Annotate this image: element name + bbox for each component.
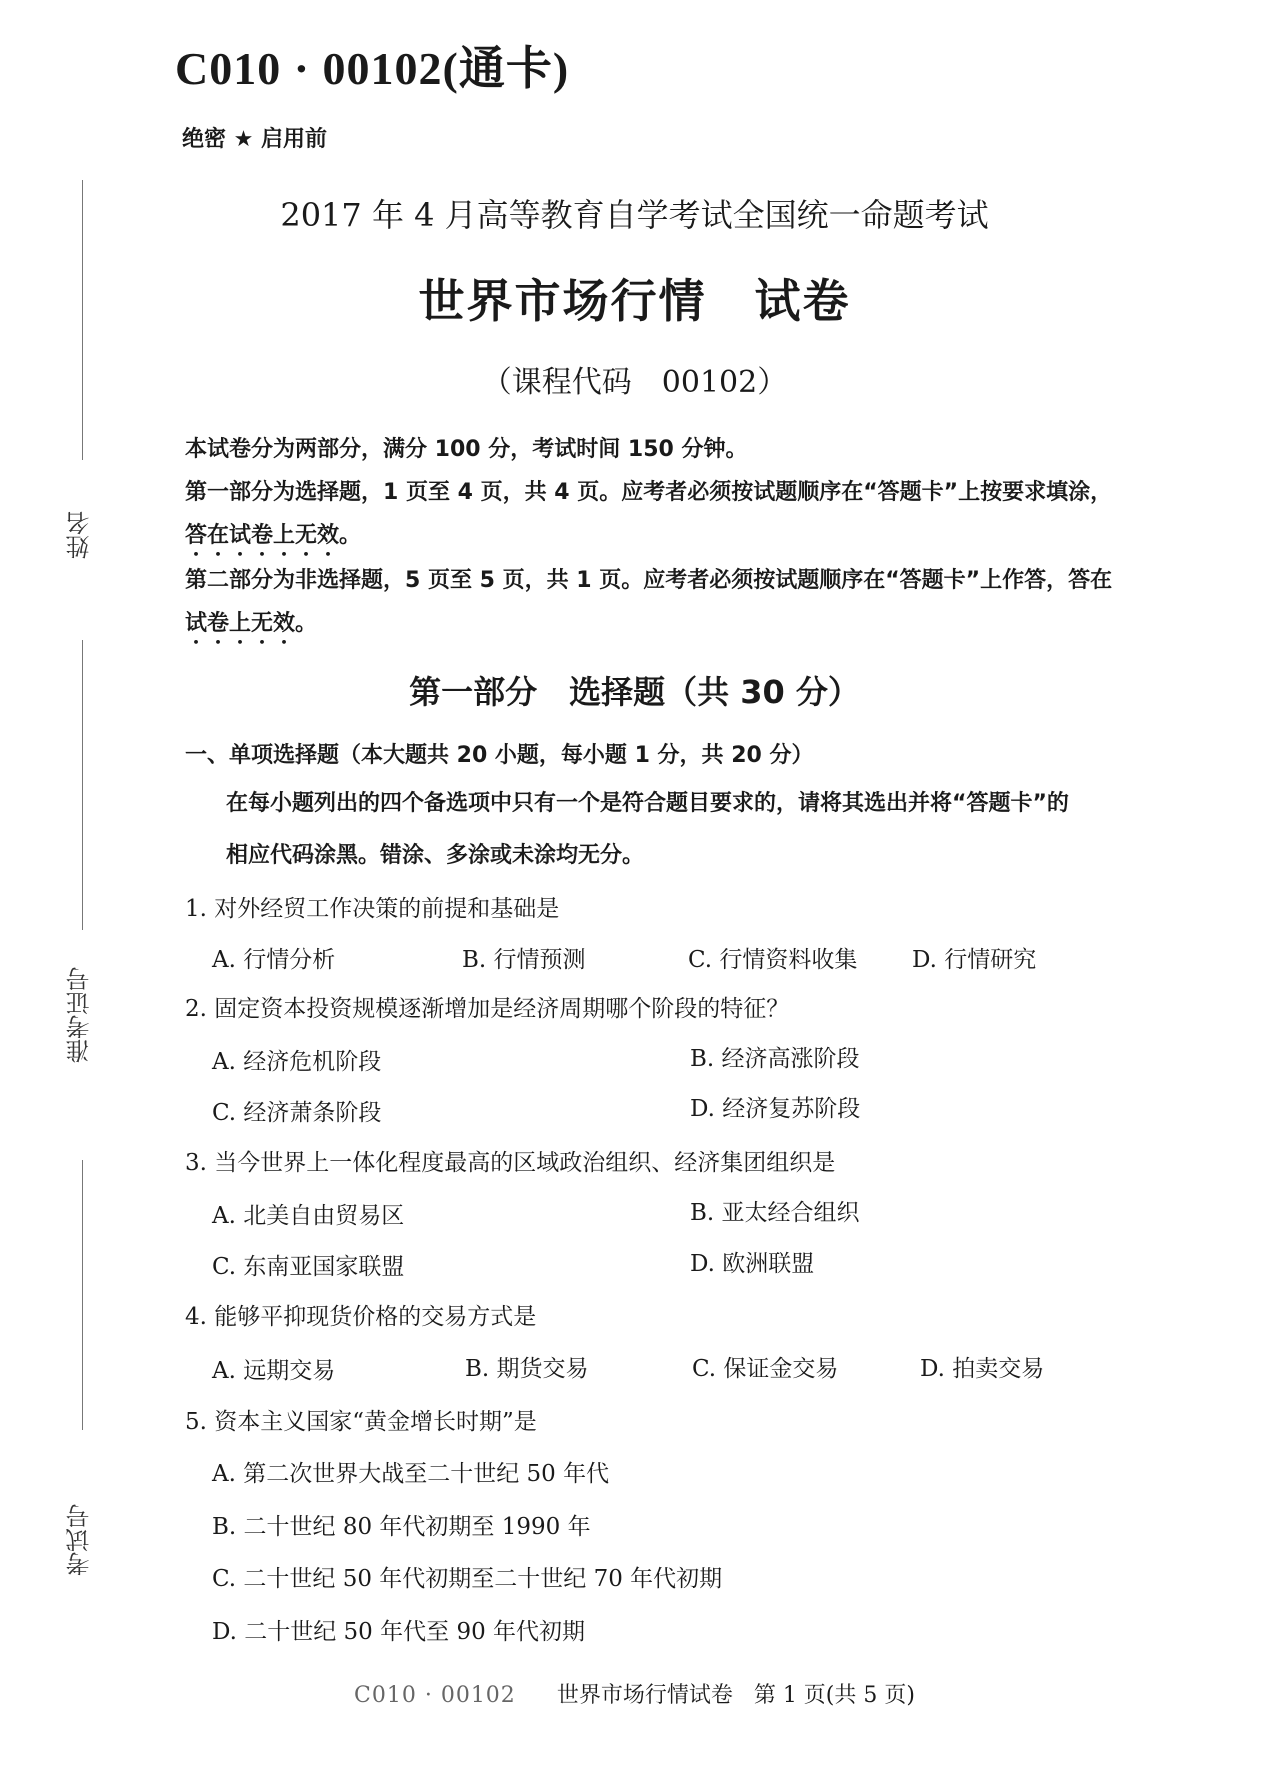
question-4-option-a: A. 远期交易 — [212, 1358, 336, 1384]
notice-line-2: 第一部分为选择题，1 页至 4 页，共 4 页。应考者必须按试题顺序在“答题卡”上按要求填涂， — [185, 480, 1113, 505]
seat-number-field-label: 考试号 — [66, 1504, 94, 1576]
question-2-stem: 2. 固定资本投资规模逐渐增加是经济周期哪个阶段的特征？ — [185, 996, 790, 1022]
exam-title: 世界市场行情 试卷 — [418, 274, 851, 328]
paper-code-header: C010 · 00102(通卡) — [175, 43, 570, 94]
question-2-option-c: C. 经济萧条阶段 — [212, 1100, 382, 1126]
question-1-stem: 1. 对外经贸工作决策的前提和基础是 — [185, 896, 560, 922]
question-4-stem: 4. 能够平抑现货价格的交易方式是 — [185, 1304, 537, 1330]
confidential-label: 绝密 ★ 启用前 — [182, 127, 328, 152]
admission-number-field-label: 准考证号 — [66, 967, 94, 1063]
page-footer — [0, 1678, 1269, 1709]
part1-heading: 第一部分 选择题（共 30 分） — [409, 673, 860, 711]
question-2-option-d: D. 经济复苏阶段 — [690, 1096, 861, 1122]
course-code: （课程代码 00102） — [481, 365, 788, 400]
notice-line-5: 试卷上无效。 — [185, 611, 318, 636]
question-3-option-b: B. 亚太经合组织 — [690, 1200, 860, 1226]
question-1-option-a: A. 行情分析 — [212, 947, 336, 973]
question-5-stem: 5. 资本主义国家“黄金增长时期”是 — [185, 1409, 537, 1435]
question-2-option-b: B. 经济高涨阶段 — [690, 1046, 860, 1072]
binding-line-mid2 — [82, 1160, 83, 1430]
notice-line-4: 第二部分为非选择题，5 页至 5 页，共 1 页。应考者必须按试题顺序在“答题卡”上作答，答在 — [185, 568, 1113, 593]
section-instruction-2: 相应代码涂黑。错涂、多涂或未涂均无分。 — [226, 843, 645, 868]
question-2-option-a: A. 经济危机阶段 — [212, 1049, 382, 1075]
question-5-option-c: C. 二十世纪 50 年代初期至二十世纪 70 年代初期 — [212, 1566, 723, 1592]
question-5-option-b: B. 二十世纪 80 年代初期至 1990 年 — [212, 1514, 591, 1540]
footer-code: C010 · 00102 — [354, 1683, 516, 1708]
notice-line-3: 答在试卷上无效。 — [185, 523, 362, 548]
exam-name: 2017 年 4 月高等教育自学考试全国统一命题考试 — [280, 196, 989, 234]
footer-title: 世界市场行情试卷 — [556, 1683, 733, 1708]
question-3-option-d: D. 欧洲联盟 — [690, 1251, 815, 1277]
question-4-option-d: D. 拍卖交易 — [920, 1356, 1045, 1382]
question-3-option-a: A. 北美自由贸易区 — [212, 1203, 405, 1229]
question-4-option-b: B. 期货交易 — [465, 1356, 589, 1382]
question-3-stem: 3. 当今世界上一体化程度最高的区域政治组织、经济集团组织是 — [185, 1150, 836, 1176]
section-instruction-1: 在每小题列出的四个备选项中只有一个是符合题目要求的，请将其选出并将“答题卡”的 — [226, 791, 1069, 816]
question-5-option-a: A. 第二次世界大战至二十世纪 50 年代 — [212, 1461, 610, 1487]
question-3-option-c: C. 东南亚国家联盟 — [212, 1254, 405, 1280]
notice-line-1: 本试卷分为两部分，满分 100 分，考试时间 150 分钟。 — [185, 437, 748, 462]
question-1-option-c: C. 行情资料收集 — [688, 947, 858, 973]
question-5-option-d: D. 二十世纪 50 年代至 90 年代初期 — [212, 1619, 586, 1645]
question-1-option-b: B. 行情预测 — [462, 947, 586, 973]
section-heading: 一、单项选择题（本大题共 20 小题，每小题 1 分，共 20 分） — [185, 743, 814, 768]
footer-page-number: 第 1 页(共 5 页) — [753, 1683, 915, 1708]
question-4-option-c: C. 保证金交易 — [692, 1356, 839, 1382]
name-field-label: 姓名 — [66, 511, 94, 559]
question-1-option-d: D. 行情研究 — [912, 947, 1037, 973]
